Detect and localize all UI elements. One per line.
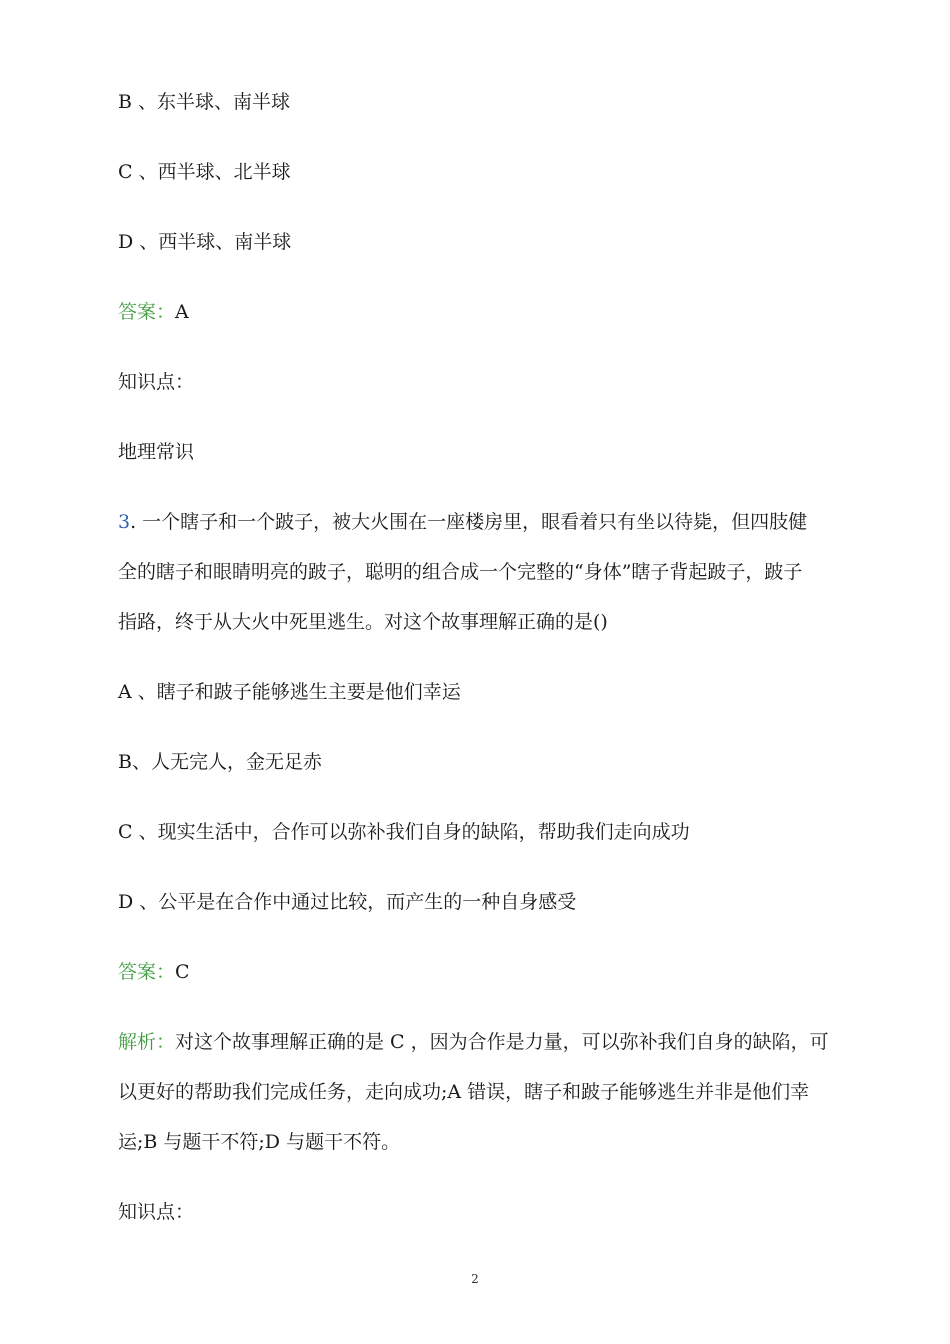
q3-analysis-line-3: 运;B 与题干不符;D 与题干不符。: [118, 1131, 401, 1153]
q3-answer: [118, 960, 838, 984]
q3-answer-value: C: [175, 961, 190, 983]
page-number: 2: [471, 1272, 479, 1286]
q2-knowledge-label: 知识点：: [118, 371, 195, 393]
q2-option-c: C 、西半球、北半球: [118, 161, 291, 183]
q2-option-b: B 、东半球、南半球: [118, 91, 291, 113]
q2-answer-value: A: [175, 301, 189, 323]
q2-answer: [118, 300, 838, 324]
q3-knowledge-label: 知识点：: [118, 1201, 195, 1223]
q3-stem-text-1: . 一个瞎子和一个跛子，被大火围在一座楼房里，眼看着只有坐以待毙，但四肢健: [130, 511, 808, 533]
q3-analysis-text-1: 对这个故事理解正确的是 C ，因为合作是力量，可以弥补我们自身的缺陷，可: [175, 1031, 829, 1053]
q2-knowledge-value: 地理常识: [118, 441, 195, 463]
q2-answer-label: 答案：: [118, 301, 176, 323]
q3-stem-line-3: 指路，终于从大火中死里逃生。对这个故事理解正确的是(): [118, 611, 608, 633]
q3-option-c: C 、现实生活中，合作可以弥补我们自身的缺陷，帮助我们走向成功: [118, 821, 690, 843]
q3-stem-line-2: 全的瞎子和眼睛明亮的跛子，聪明的组合成一个完整的“身体”瞎子背起跛子，跛子: [118, 561, 803, 583]
q3-analysis-line-1: [118, 1030, 838, 1054]
q3-option-d: D 、公平是在合作中通过比较，而产生的一种自身感受: [118, 891, 577, 913]
q3-analysis-label: 解析：: [118, 1031, 176, 1053]
q3-option-a: A 、瞎子和跛子能够逃生主要是他们幸运: [118, 681, 461, 703]
q3-number: 3: [118, 511, 131, 533]
q3-answer-label: 答案：: [118, 961, 176, 983]
q3-stem-line-1: [118, 510, 838, 534]
q2-option-d: D 、西半球、南半球: [118, 231, 292, 253]
q3-option-b: B、人无完人，金无足赤: [118, 751, 322, 773]
q3-analysis-line-2: 以更好的帮助我们完成任务，走向成功;A 错误，瞎子和跛子能够逃生并非是他们幸: [118, 1081, 810, 1103]
